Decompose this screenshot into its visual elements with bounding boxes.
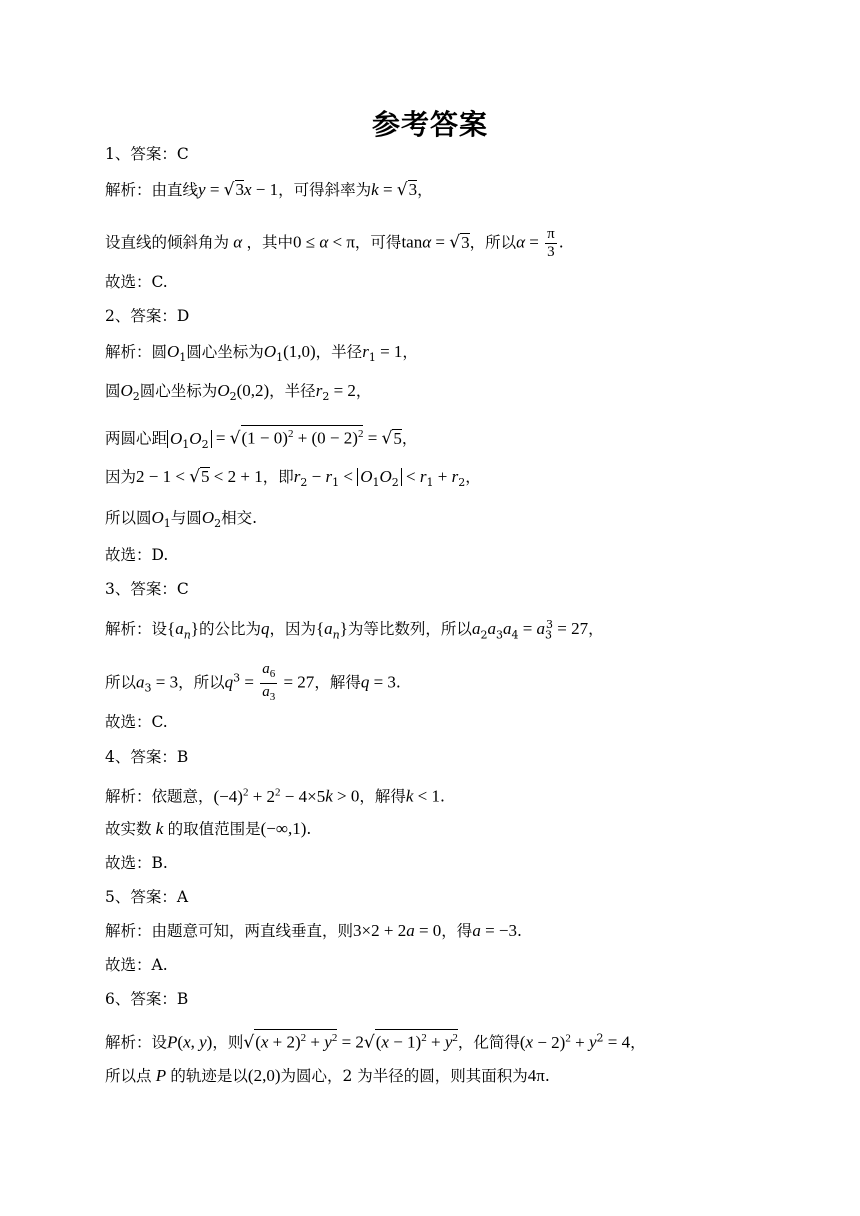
q6-line-1: 解析：设P(x, y)，则$√(x + 2)^2 + y^2 = 2√(x - 1)^2 + y^2$，化简得$(x - 2)^2 + y^2 = 4$， (105, 1028, 646, 1053)
q4-conclusion: 故选：B. (105, 854, 168, 872)
page-title: 参考答案 (371, 108, 488, 141)
q5-answer: 5、答案：A (105, 888, 189, 906)
q3-line-1: 解析：设$\{a_n\}$的公比为q，因为$\{a_n\}$为等比数列，所以$a_2a_3a_4 = a_3^3 = 27$， (105, 618, 604, 642)
q1-line-2: 设直线的倾斜角为 α ，其中0 ≤ α < π，可得tanα = √3，所以α = $\frac{\pi}{3}$ . (105, 226, 564, 260)
q1-conclusion: 故选：C. (105, 273, 168, 291)
q2-line-2: 圆$O_2$圆心坐标为$O_2(0,2)$，半径$r_2 = 2$， (105, 381, 372, 404)
q2-line-4: 因为2 − 1 < √5 < 2 + 1，即$r_2 - r_1 < O_1O_2 < r_1 + r_2$， (105, 467, 481, 490)
q2-line-5: 所以圆$O_1$与圆$O_2$相交. (105, 508, 258, 531)
q2-line-1: 解析：圆$O_1$圆心坐标为$O_1(1,0)$，半径$r_1 = 1$， (105, 342, 418, 365)
q1-line-1: 解析：由直线y = √3x − 1，可得斜率为k = √3， (105, 180, 433, 200)
q6-answer: 6、答案：B (105, 990, 189, 1008)
q3-line-2: 所以$a_3 = 3$，所以$q^3$ = $\frac{a_6}{a_3}$ = 27，解得q = 3. (105, 661, 401, 703)
q2-line-3: 两圆心距 $O_1O_2 = √(1 - 0)^2 + (0 - 2)^2 = √5$， (105, 425, 417, 455)
q5-conclusion: 故选：A. (105, 956, 168, 974)
q1-answer: 1、答案：C (105, 145, 189, 163)
q4-answer: 4、答案：B (105, 748, 189, 766)
q5-line-1: 解析：由题意可知，两直线垂直，则3×2 + 2a = 0，得a = −3. (105, 921, 522, 940)
q3-conclusion: 故选：C. (105, 713, 168, 731)
q6-line-2: 所以点 P 的轨迹是以(2,0)为圆心，2 为半径的圆，则其面积为4π. (105, 1066, 550, 1085)
q2-conclusion: 故选：D. (105, 546, 169, 564)
q2-answer: 2、答案：D (105, 307, 190, 325)
q4-line-1: 解析：依题意，$(-4)^2 + 2^2 - 4\times 5k > 0$，解得k < 1. (105, 786, 445, 806)
q4-line-2: 故实数 k 的取值范围是(−∞,1). (105, 819, 312, 838)
q3-answer: 3、答案：C (105, 580, 189, 598)
